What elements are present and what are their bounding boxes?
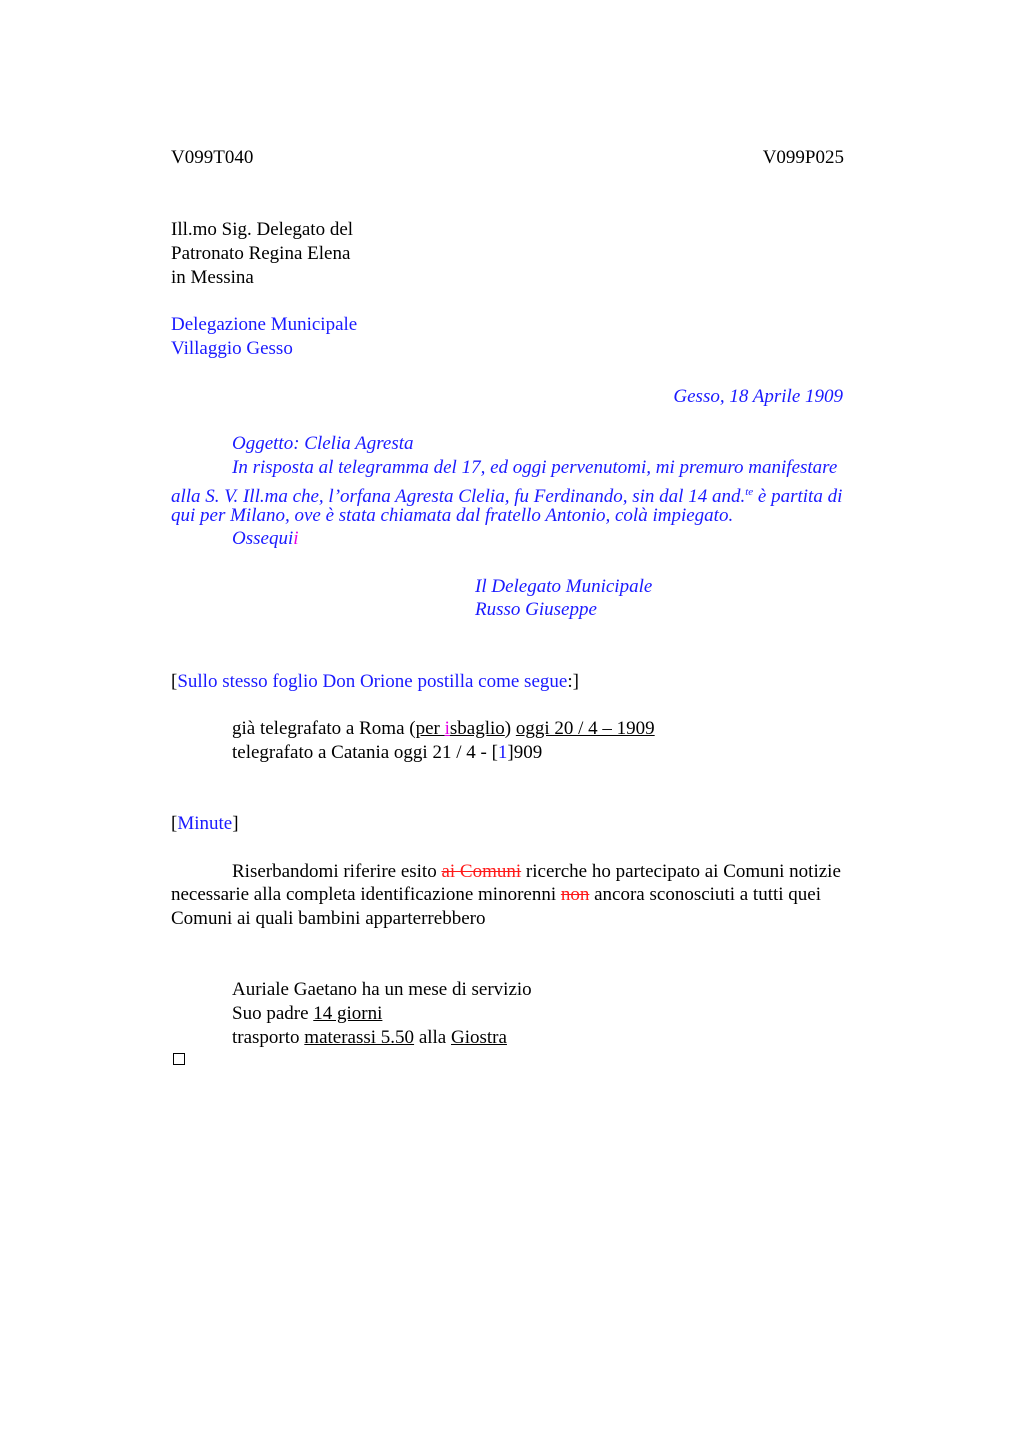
body-line-3: qui per Milano, ove è stata chiamata dal fratello Antonio, colà impiegato. — [171, 505, 734, 526]
minute-line-3: Comuni ai quali bambini apparterrebbero — [171, 908, 486, 929]
minute-line-2-text: necessarie alla completa identificazione minorenni — [171, 884, 561, 905]
minute-heading-open: [ — [171, 813, 178, 834]
postilla-underlined-sbaglio: sbaglio — [449, 718, 505, 739]
notes-line-2-text: Suo padre — [232, 1003, 314, 1024]
note-heading-close: :] — [567, 671, 579, 692]
minute-line-2 — [171, 883, 821, 907]
postilla-line-2-end: ]909 — [507, 742, 543, 763]
signature-name: Russo Giuseppe — [475, 599, 597, 620]
note-heading-text: Sullo stesso foglio Don Orione postilla come segue — [177, 671, 568, 692]
minute-heading-text: Minute — [177, 813, 233, 834]
closing-added-letter: i — [293, 528, 299, 549]
body-line-1: In risposta al telegramma del 17, ed oggi pervenutomi, mi premuro manifestare — [232, 457, 838, 478]
checkbox-icon — [173, 1053, 185, 1065]
letterhead-line-2: Villaggio Gesso — [171, 338, 293, 359]
postilla-underlined-per: per — [415, 718, 445, 739]
postilla-line-1-text: già telegrafato a Roma ( — [232, 718, 416, 739]
minute-line-1-end: ricerche ho partecipato ai Comuni notizie — [521, 861, 841, 882]
notes-underlined-giostra: Giostra — [451, 1027, 507, 1048]
minute-strikethrough-1: ai Comuni — [441, 861, 522, 882]
notes-underlined-mattresses: materassi 5.50 — [304, 1027, 415, 1048]
body-superscript: te — [745, 486, 754, 498]
postilla-added-digit: 1 — [497, 742, 508, 763]
note-heading — [171, 670, 579, 694]
closing-line — [232, 527, 299, 551]
minute-heading — [171, 812, 239, 836]
notes-underlined-days: 14 giorni — [313, 1003, 383, 1024]
minute-heading-close: ] — [232, 813, 239, 834]
postilla-line-1 — [232, 717, 655, 741]
subject-line: Oggetto: Clelia Agresta — [232, 433, 414, 454]
postilla-paren-close: ) — [504, 718, 516, 739]
body-line-2-end: è partita di — [753, 486, 843, 507]
address-line-1: Ill.mo Sig. Delegato del — [171, 219, 354, 240]
document-code-left: V099T040 — [171, 147, 254, 168]
address-line-3: in Messina — [171, 267, 254, 288]
minute-line-1 — [232, 860, 841, 884]
minute-line-2-end: ancora sconosciuti a tutti quei — [589, 884, 821, 905]
note-heading-open: [ — [171, 671, 178, 692]
notes-line-2 — [232, 1002, 382, 1026]
notes-line-1: Auriale Gaetano ha un mese di servizio — [232, 979, 532, 1000]
postilla-added-letter: i — [444, 718, 450, 739]
letterhead-line-1: Delegazione Municipale — [171, 314, 358, 335]
signature-title: Il Delegato Municipale — [475, 576, 653, 597]
postilla-underlined-date: oggi 20 / 4 – 1909 — [515, 718, 655, 739]
address-line-2: Patronato Regina Elena — [171, 243, 351, 264]
postilla-line-2 — [232, 741, 542, 765]
minute-line-1-text: Riserbandomi riferire esito — [232, 861, 442, 882]
body-line-2-text: alla S. V. Ill.ma che, l’orfana Agresta Clelia, fu Ferdinando, sin dal 14 and. — [171, 486, 746, 507]
postilla-line-2-text: telegrafato a Catania oggi 21 / 4 - [ — [232, 742, 498, 763]
document-code-right: V099P025 — [762, 147, 844, 168]
date-line: Gesso, 18 Aprile 1909 — [673, 386, 843, 407]
notes-line-3-text: trasporto — [232, 1027, 305, 1048]
notes-line-3 — [232, 1026, 507, 1050]
minute-strikethrough-2: non — [560, 884, 590, 905]
closing-text: Ossequi — [232, 528, 294, 549]
notes-line-3-mid: alla — [414, 1027, 451, 1048]
